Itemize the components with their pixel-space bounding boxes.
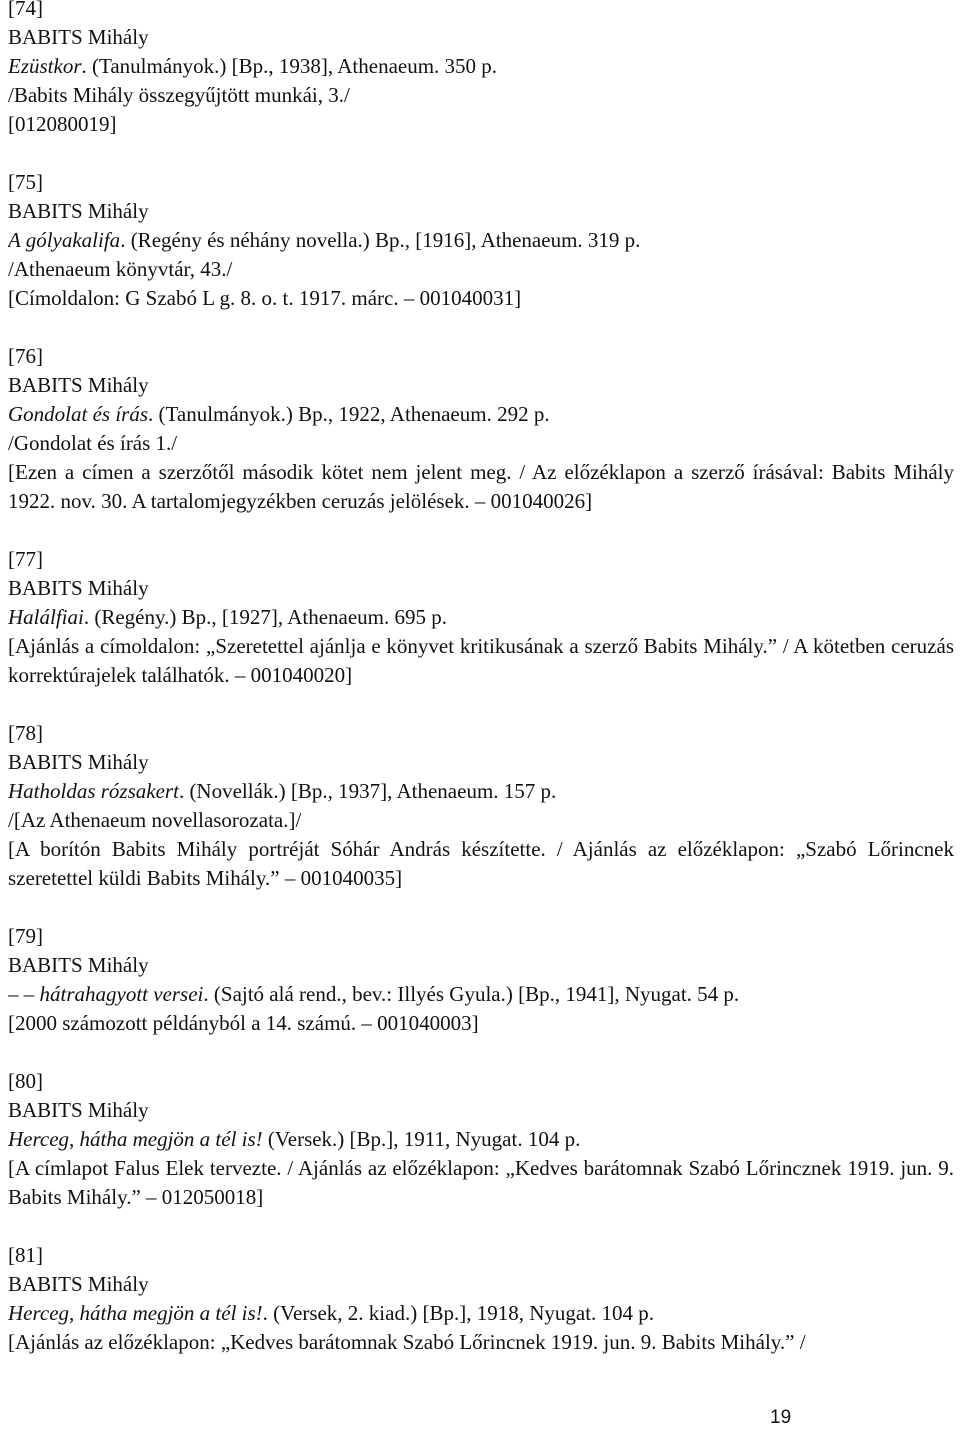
entry-78	[8, 719, 954, 893]
entry-details: . (Regény és néhány novella.) Bp., [1916], Athenaeum. 319 p.	[120, 228, 641, 252]
entry-number: [78]	[8, 721, 43, 745]
entry-author: BABITS Mihály	[8, 953, 149, 977]
entry-number: [74]	[8, 0, 43, 20]
entry-citation	[8, 603, 954, 632]
entry-details: . (Tanulmányok.) Bp., 1922, Athenaeum. 292 p.	[148, 402, 550, 426]
entry-citation	[8, 52, 954, 81]
entry-citation	[8, 1299, 954, 1328]
entry-note: [A címlapot Falus Elek tervezte. / Ajánlás az előzéklapon: „Kedves barátomnak Szabó Lőrincznek 1919. jun. 9. Babits Mihály.” – 012050018]	[8, 1156, 954, 1209]
entry-author: BABITS Mihály	[8, 199, 149, 223]
entry-author: BABITS Mihály	[8, 25, 149, 49]
entry-note: /[Az Athenaeum novellasorozata.]/	[8, 808, 302, 832]
entry-author: BABITS Mihály	[8, 1098, 149, 1122]
entry-number: [76]	[8, 344, 43, 368]
entry-author: BABITS Mihály	[8, 576, 149, 600]
entry-details: (Versek.) [Bp.], 1911, Nyugat. 104 p.	[262, 1127, 581, 1151]
entry-note: /Gondolat és írás 1./	[8, 431, 178, 455]
entry-80	[8, 1067, 954, 1212]
entry-citation	[8, 1125, 954, 1154]
entry-title: A gólyakalifa	[8, 228, 121, 252]
entry-note: [Ezen a címen a szerzőtől második kötet nem jelent meg. / Az előzéklapon a szerző írásával: Babits Mihály 1922. nov. 30. A tartalomjegyzékben ceruzás jelölések. – 001040026]	[8, 460, 954, 513]
entry-76	[8, 342, 954, 516]
entry-number: [79]	[8, 924, 43, 948]
entry-details: . (Sajtó alá rend., bev.: Illyés Gyula.) [Bp., 1941], Nyugat. 54 p.	[203, 982, 740, 1006]
entry-citation	[8, 400, 954, 429]
entry-title: Hatholdas rózsakert	[8, 779, 179, 803]
entry-note: [Ajánlás az előzéklapon: „Kedves barátomnak Szabó Lőrincnek 1919. jun. 9. Babits Mihály.” /	[8, 1330, 806, 1354]
entry-number: [80]	[8, 1069, 43, 1093]
entry-details: . (Novellák.) [Bp., 1937], Athenaeum. 157 p.	[178, 779, 557, 803]
entry-74	[8, 0, 954, 139]
entry-79	[8, 922, 954, 1038]
entry-note: [012080019]	[8, 112, 117, 136]
entry-title: – – hátrahagyott versei	[8, 982, 204, 1006]
entry-title: Ezüstkor	[8, 54, 82, 78]
entry-title: Gondolat és írás	[8, 402, 149, 426]
entry-note: [Címoldalon: G Szabó L g. 8. o. t. 1917. márc. – 001040031]	[8, 286, 522, 310]
entry-note: [A borítón Babits Mihály portréját Sóhár András készítette. / Ajánlás az előzéklapon: „Szabó Lőrincnek szeretettel küldi Babits Mihály.” – 001040035]	[8, 837, 954, 890]
entry-note: /Babits Mihály összegyűjtött munkái, 3./	[8, 83, 350, 107]
entry-title: Herceg, hátha megjön a tél is!	[8, 1127, 263, 1151]
page-number: 19	[770, 1407, 792, 1428]
entry-number: [75]	[8, 170, 43, 194]
entry-author: BABITS Mihály	[8, 373, 149, 397]
entry-title: Halálfiai	[8, 605, 84, 629]
entry-number: [81]	[8, 1243, 43, 1267]
entry-77	[8, 545, 954, 690]
entry-note: [Ajánlás a címoldalon: „Szeretettel ajánlja e könyvet kritikusának a szerző Babits Mihály.” / A kötetben ceruzás korrektúrajelek találhatók. – 001040020]	[8, 634, 954, 687]
entry-81	[8, 1241, 954, 1357]
entry-details: . (Regény.) Bp., [1927], Athenaeum. 695 p.	[83, 605, 447, 629]
entry-author: BABITS Mihály	[8, 750, 149, 774]
entry-citation	[8, 226, 954, 255]
entry-title: Herceg, hátha megjön a tél is!	[8, 1301, 263, 1325]
entry-details: . (Tanulmányok.) [Bp., 1938], Athenaeum. 350 p.	[81, 54, 498, 78]
entry-75	[8, 168, 954, 313]
entry-note: [2000 számozott példányból a 14. számú. – 001040003]	[8, 1011, 479, 1035]
entry-author: BABITS Mihály	[8, 1272, 149, 1296]
entry-details: . (Versek, 2. kiad.) [Bp.], 1918, Nyugat. 104 p.	[262, 1301, 655, 1325]
entry-citation	[8, 980, 954, 1009]
entry-number: [77]	[8, 547, 43, 571]
entry-note: /Athenaeum könyvtár, 43./	[8, 257, 233, 281]
bibliography-page	[8, 0, 954, 1386]
entry-citation	[8, 777, 954, 806]
